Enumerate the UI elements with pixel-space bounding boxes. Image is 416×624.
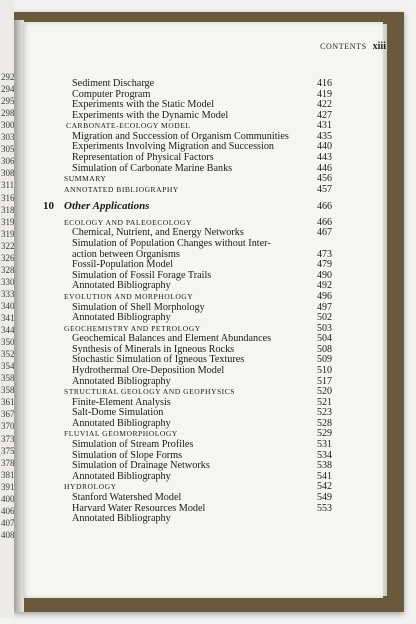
toc-page-number: 473	[317, 248, 332, 260]
toc-entry-title: Simulation of Stream Profiles	[72, 439, 194, 451]
toc-page-number: 509	[317, 354, 332, 366]
facing-page-number: 295	[1, 96, 14, 107]
toc-page-number: 497	[317, 301, 332, 313]
toc-entry-title: Experiments with the Static Model	[72, 99, 215, 111]
facing-page-number: 341	[1, 313, 14, 323]
toc-entry-row	[0, 312, 416, 323]
toc-page-number: 431	[317, 120, 332, 132]
toc-page-number: 467	[317, 227, 332, 239]
toc-entry-title: Salt-Dome Simulation	[72, 407, 164, 419]
facing-page-number: 316	[1, 192, 14, 203]
facing-page-number: 391	[1, 481, 14, 492]
toc-top-row	[0, 184, 416, 195]
toc-page-number: 419	[317, 88, 332, 100]
toc-page-number: 517	[317, 375, 332, 387]
toc-page-number: 446	[317, 162, 332, 174]
facing-page-number: 326	[1, 252, 14, 263]
toc-entry-title: Finite-Element Analysis	[72, 396, 171, 408]
toc-page-number: 502	[317, 312, 332, 324]
toc-page-number: 531	[317, 439, 332, 451]
toc-top-row	[0, 217, 416, 228]
facing-page-number: 370	[1, 421, 14, 432]
toc-entry-title: Migration and Succession of Organism Communities	[72, 130, 289, 142]
toc-entry-row	[0, 439, 416, 450]
toc-top-row	[0, 323, 416, 334]
toc-entry-row	[0, 407, 416, 418]
toc-page-number: 490	[317, 269, 332, 281]
toc-entry-title: Synthesis of Minerals in Igneous Rocks	[72, 343, 235, 355]
toc-page-number: 456	[317, 173, 332, 185]
toc-entry-title: HYDROLOGY	[64, 482, 117, 492]
toc-entry-title: Geochemical Balances and Element Abundances	[72, 333, 272, 345]
facing-page-number: 350	[1, 337, 14, 348]
toc-entry-row	[0, 344, 416, 355]
toc-page-number: 492	[317, 280, 332, 292]
toc-page-number: 538	[317, 460, 332, 472]
toc-entry-row	[0, 450, 416, 461]
toc-page-number: 553	[317, 502, 332, 514]
toc-entry-title: Annotated Bibliography	[72, 470, 171, 482]
facing-page-number: 400	[1, 493, 14, 504]
toc-entry-row	[0, 503, 416, 514]
toc-top-row	[0, 386, 416, 397]
toc-page-number: 479	[317, 259, 332, 271]
facing-page-number: 298	[1, 108, 14, 119]
toc-page-number: 443	[317, 152, 332, 164]
toc-entry-title: Annotated Bibliography	[72, 417, 171, 429]
toc-entry-row	[0, 141, 416, 155]
facing-page-number: 352	[1, 349, 14, 360]
toc-page-number: 496	[317, 290, 332, 302]
toc-entry-row	[0, 417, 416, 432]
toc-entry-row	[0, 457, 416, 472]
toc-page-number: 523	[317, 407, 332, 419]
toc-entry-title: ANNOTATED BIBLIOGRAPHY	[64, 184, 179, 194]
facing-page-number: 378	[1, 457, 14, 468]
chapter-number: 10	[43, 200, 54, 213]
toc-entry-row	[0, 89, 416, 100]
facing-page-number: 333	[1, 288, 14, 299]
facing-page-number: 381	[1, 469, 14, 480]
toc-entry-row	[0, 373, 416, 387]
toc-page-number: 510	[317, 365, 332, 376]
toc-entry-title: Annotated Bibliography	[72, 312, 171, 324]
facing-page-number: 340	[1, 300, 14, 311]
toc-entry-title: Simulation of Shell Morphology	[72, 301, 205, 313]
running-head-page: xiii	[372, 41, 386, 52]
toc-cont-row	[0, 249, 416, 260]
facing-page-number: 328	[1, 264, 14, 275]
facing-page-number: 344	[1, 325, 14, 336]
facing-page-number: 308	[1, 168, 14, 179]
toc-entry-title: Harvard Water Resources Model	[72, 502, 206, 514]
toc-entry-row	[0, 238, 416, 249]
toc-entry-title: Simulation of Fossil Forage Trails	[72, 269, 212, 281]
facing-page-number: 358	[1, 385, 14, 396]
toc-page-number: 534	[317, 449, 332, 461]
toc-entry-title: Annotated Bibliography	[72, 280, 171, 292]
toc-entry-title: SUMMARY	[64, 174, 107, 184]
toc-entry-title: Annotated Bibliography	[72, 375, 171, 387]
toc-page-number: 466	[317, 201, 332, 213]
toc-entry-title: GEOCHEMISTRY AND PETROLOGY	[64, 323, 201, 333]
facing-page-number: 367	[1, 409, 14, 420]
toc-page-number: 503	[317, 322, 332, 334]
toc-page-number: 440	[317, 141, 332, 153]
toc-entry-row	[0, 78, 416, 89]
toc-entry-row	[0, 259, 416, 270]
toc-entry-row	[0, 471, 416, 482]
toc-entry-title: CARBONATE-ECOLOGY MODEL	[66, 121, 191, 131]
toc-entry-row	[0, 397, 416, 408]
facing-page-number: 407	[1, 517, 14, 528]
toc-page-number: 466	[317, 216, 332, 228]
toc-entry-title: ECOLOGY AND PALEOECOLOGY	[64, 217, 192, 227]
toc-entry-title: Simulation of Drainage Networks	[72, 460, 210, 472]
toc-page-number: 520	[317, 386, 332, 398]
toc-top-row	[0, 428, 416, 439]
toc-entry-title: Representation of Physical Factors	[72, 152, 214, 164]
toc-entry-row	[0, 492, 416, 503]
toc-entry-row	[0, 227, 416, 238]
toc-entry-title: Simulation of Slope Forms	[72, 449, 183, 461]
toc-entry-row	[0, 131, 416, 142]
facing-page-number: 408	[1, 529, 14, 540]
toc-entry-title: action between Organisms	[72, 248, 180, 260]
facing-page-number: 311	[1, 180, 14, 191]
toc-entry-row	[0, 354, 416, 365]
toc-entry-title: Annotated Bibliography	[72, 513, 171, 525]
toc-entry-row	[0, 152, 416, 163]
facing-page-number: 322	[1, 240, 14, 251]
toc-entry-title: Stanford Watershed Model	[72, 491, 182, 503]
toc-entry-row	[0, 302, 416, 313]
toc-page-number: 508	[317, 343, 332, 355]
toc-entry-row	[0, 513, 416, 524]
toc-entry-row	[0, 163, 416, 174]
facing-page-number: 373	[1, 433, 14, 444]
toc-page-number: 542	[317, 481, 332, 493]
toc-entry-title: Other Applications	[64, 200, 150, 213]
toc-chapter-row	[0, 201, 416, 212]
toc-page-number: 457	[317, 183, 332, 195]
toc-entry-title: Simulation of Population Changes without Inter-	[72, 238, 271, 250]
facing-page-number: 305	[1, 144, 14, 155]
facing-page-number: 358	[1, 373, 14, 384]
facing-page-number: 361	[1, 397, 14, 408]
toc-entry-title: Simulation of Carbonate Marine Banks	[72, 162, 233, 174]
toc-entry-row	[0, 333, 416, 344]
toc-entry-row	[0, 270, 416, 281]
facing-page-number: 306	[1, 156, 14, 167]
toc-entry-row	[0, 96, 416, 111]
facing-page-number: 354	[1, 361, 14, 372]
facing-page-number: 303	[1, 132, 14, 143]
toc-top-row	[0, 288, 416, 302]
toc-entry-title: Experiments Involving Migration and Succession	[72, 141, 275, 153]
toc-entry-row	[0, 110, 416, 121]
toc-page-number: 549	[317, 491, 332, 503]
facing-page-number: 319	[1, 216, 14, 227]
toc-entry-title: Computer Program	[72, 88, 151, 100]
toc-top-row	[0, 481, 416, 492]
toc-entry-title: Hydrothermal Ore-Deposition Model	[72, 365, 225, 376]
toc-page-number: 504	[317, 333, 332, 345]
toc-entry-title: Stochastic Simulation of Igneous Textures	[72, 354, 245, 366]
toc-entry-title: Fossil-Population Model	[72, 259, 174, 271]
facing-page-number: 375	[1, 445, 14, 456]
facing-page-number: 319	[1, 228, 14, 239]
toc-entry-row	[0, 365, 416, 376]
facing-page-number: 406	[1, 505, 14, 516]
toc-entry-title: Chemical, Nutrient, and Energy Networks	[72, 227, 244, 239]
toc-entry-title: FLUVIAL GEOMORPHOLOGY	[64, 429, 178, 439]
facing-page-number: 318	[1, 204, 14, 215]
toc-page-number: 521	[317, 396, 332, 408]
toc-section-row	[0, 120, 416, 131]
toc-page-number: 422	[317, 99, 332, 111]
facing-page-number: 294	[1, 84, 14, 95]
toc-page-number: 427	[317, 109, 332, 121]
facing-page-number: 300	[1, 120, 14, 131]
toc-entry-row	[0, 276, 416, 292]
toc-page-number: 528	[317, 417, 332, 429]
toc-page-number: 529	[317, 428, 332, 440]
toc-entry-title: Experiments with the Dynamic Model	[72, 109, 229, 121]
toc-entry-title: STRUCTURAL GEOLOGY AND GEOPHYSICS	[64, 387, 235, 397]
toc-top-row	[0, 173, 416, 184]
toc-entry-title: EVOLUTION AND MORPHOLOGY	[64, 291, 194, 301]
running-head-label: CONTENTS	[320, 42, 367, 51]
facing-page-number: 292	[1, 72, 14, 82]
toc-page-number: 435	[317, 130, 332, 142]
facing-page-number: 330	[1, 276, 14, 287]
toc-page-number: 416	[317, 78, 332, 89]
toc-page-number: 541	[317, 470, 332, 482]
toc-entry-title: Sediment Discharge	[72, 78, 155, 89]
